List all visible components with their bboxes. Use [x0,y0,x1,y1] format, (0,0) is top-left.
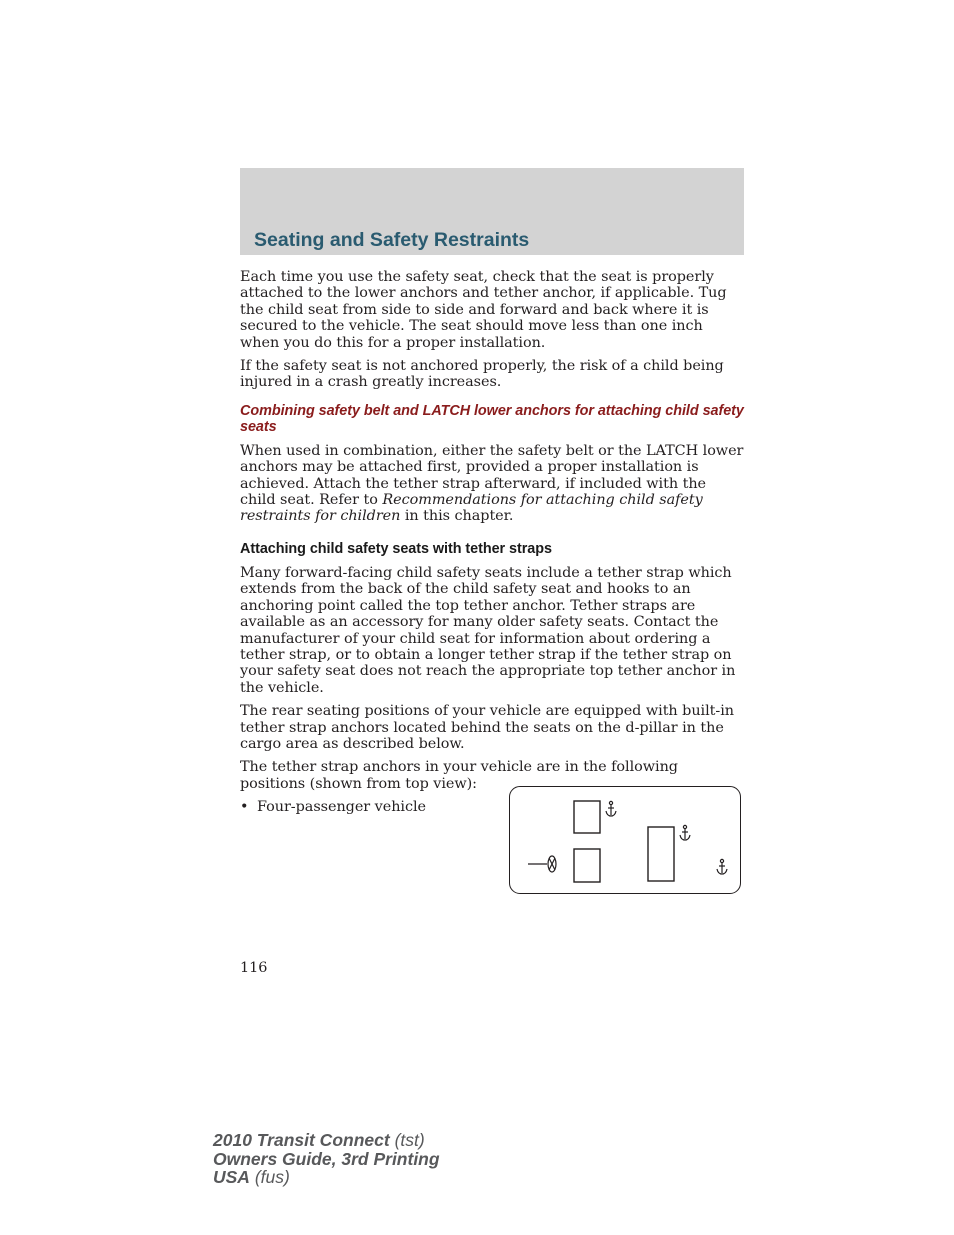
footer-line [213,1150,440,1169]
tether-anchor-diagram [509,786,741,894]
list-item-text: Four-passenger vehicle [257,799,426,816]
footer-code: (tst) [394,1130,425,1150]
footer-market: USA [213,1167,250,1187]
seat-driver [574,849,600,882]
paragraph: Each time you use the safety seat, check that the seat is properly attached to the lower anchors and tether anchor, if applicable. Tug the child seat from side to side and forward and back where it is secured to the vehicle. The seat should move less than one inch when you do this for a proper installation. [240,269,727,351]
footer-guide-title: Owners Guide, 3rd Printing [213,1148,440,1169]
footer-line [213,1168,440,1187]
bullet-icon: • [240,799,249,816]
anchor-icon [717,859,727,874]
section-title: Seating and Safety Restraints [254,229,530,251]
subheading-combining-latch: Combining safety belt and LATCH lower anchors for attaching child safety seats [240,402,744,435]
footer-line [213,1131,440,1150]
tether-anchor-diagram-drawing [510,787,740,893]
anchor-icon [680,825,690,840]
paragraph-text: When used in combination, either the safety belt or the LATCH lower anchors may be attached first, provided a proper installation is achieved. Attach the tether strap afterward, if included with the child seat. Refer to [240,442,744,509]
paragraph: Many forward-facing child safety seats include a tether strap which extends from the back of the child safety seat and hooks to an anchoring point called the top tether anchor. Tether straps are available as an accessory for many older safety seats. Contact the manufacturer of your child seat for information about ordering a tether strap, or to obtain a longer tether strap if the tether strap on your safety seat does not reach the appropriate top tether anchor in the vehicle. [240,564,736,696]
footer-code: (fus) [254,1167,290,1187]
paragraph: If the safety seat is not anchored properly, the risk of a child being injured in a crash greatly increases. [240,358,724,391]
page-number: 116 [240,960,268,976]
anchor-icon [606,801,616,816]
steering-wheel-icon [528,856,556,872]
footer-model: 2010 Transit Connect [213,1130,390,1150]
section-header-band [240,168,744,255]
footer-publication-info [213,1131,440,1187]
paragraph: The rear seating positions of your vehicle are equipped with built-in tether strap anchors located behind the seats on the d-pillar in the cargo area as described below. [240,703,734,752]
paragraph [240,443,744,525]
seat-second-row-right [574,801,600,833]
seat-second-row-left [648,827,674,881]
subheading-tether-straps: Attaching child safety seats with tether straps [240,540,552,557]
page-content [240,269,744,816]
paragraph-text: in this chapter. [400,508,514,525]
cross-reference: Recommendations for attaching child safety restraints for children [240,492,703,525]
paragraph: The tether strap anchors in your vehicle are in the following positions (shown from top view): [240,759,678,792]
